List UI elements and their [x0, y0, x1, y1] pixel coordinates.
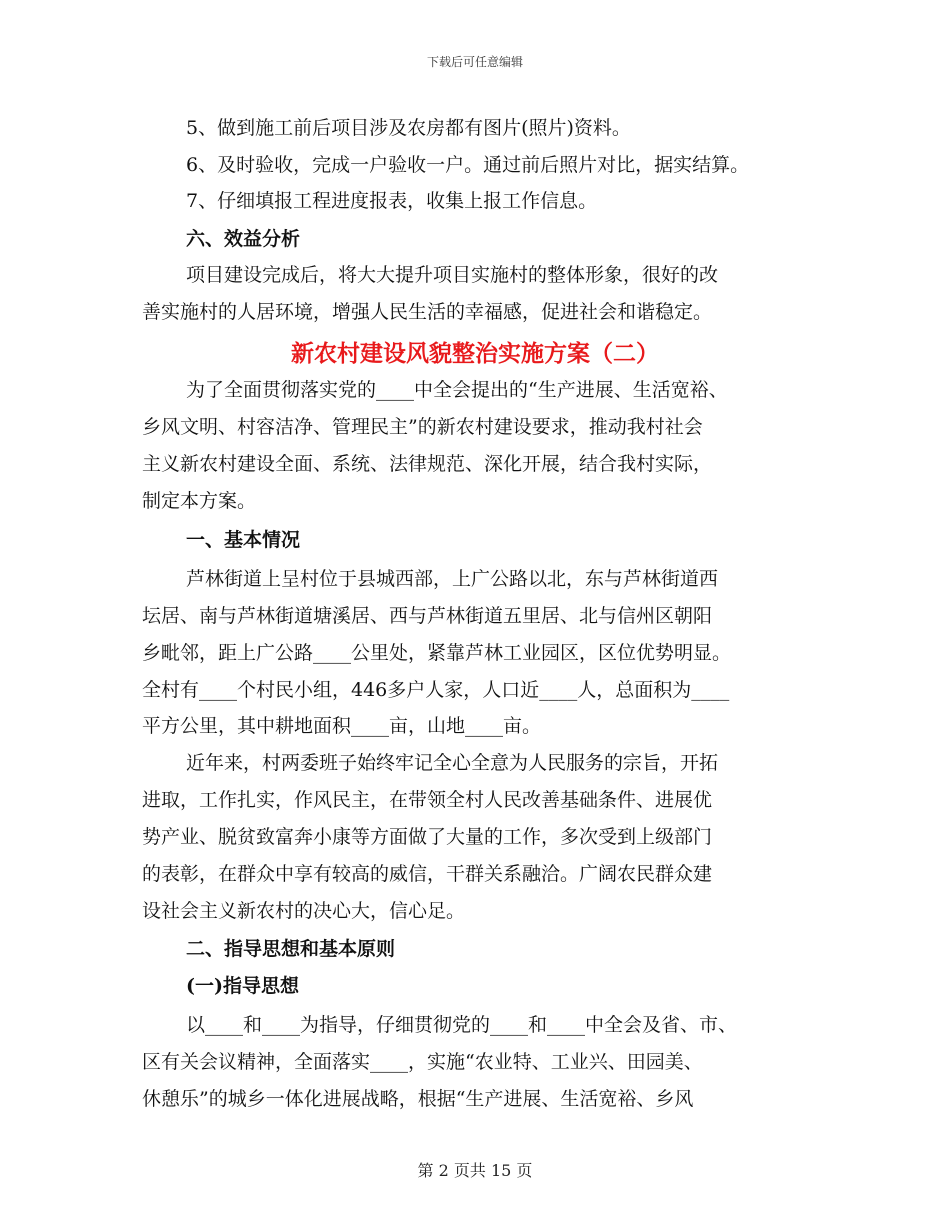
paragraph-line: 势产业、脱贫致富奔小康等方面做了大量的工作，多次受到上级部门	[142, 826, 713, 848]
paragraph-line: 善实施村的人居环境，增强人民生活的幸福感，促进社会和谐稳定。	[142, 301, 713, 323]
paragraph-line: 坛居、南与芦林街道塘溪居、西与芦林街道五里居、北与信州区朝阳	[142, 605, 713, 627]
list-item: 6、及时验收，完成一户验收一户。通过前后照片对比，据实结算。	[186, 154, 750, 176]
paragraph-line: 休憩乐”的城乡一体化进展战略，根据“生产进展、生活宽裕、乡风	[142, 1088, 694, 1110]
page-header-note: 下载后可任意编辑	[426, 55, 523, 69]
paragraph-line: 为了全面贯彻落实党的____中全会提出的“生产进展、生活宽裕、	[186, 379, 728, 401]
subsection-heading: (一)指导思想	[186, 975, 299, 997]
paragraph-line: 乡风文明、村容洁净、管理民主”的新农村建设要求，推动我村社会	[142, 416, 703, 438]
paragraph-line: 全村有____个村民小组，446多户人家，人口近____人，总面积为____	[142, 679, 730, 701]
paragraph-line: 近年来，村两委班子始终牢记全心全意为人民服务的宗旨，开拓	[186, 752, 719, 774]
paragraph-line: 主义新农村建设全面、系统、法律规范、深化开展，结合我村实际，	[142, 453, 713, 475]
document-title: 新农村建设风貌整治实施方案（二）	[291, 340, 659, 367]
paragraph-line: 芦林街道上呈村位于县城西部，上广公路以北，东与芦林街道西	[186, 568, 719, 590]
section-heading: 一、基本情况	[186, 529, 301, 551]
list-item: 5、做到施工前后项目涉及农房都有图片(照片)资料。	[186, 117, 631, 139]
paragraph-line: 平方公里，其中耕地面积____亩，山地____亩。	[142, 715, 542, 737]
paragraph-line: 制定本方案。	[142, 490, 257, 512]
paragraph-line: 的表彰，在群众中享有较高的威信，干群关系融洽。广阔农民群众建	[142, 863, 713, 885]
page-number: 第 2 页共 15 页	[417, 1161, 533, 1180]
paragraph-line: 设社会主义新农村的决心大，信心足。	[142, 900, 466, 922]
paragraph-line: 乡毗邻，距上广公路____公里处，紧靠芦林工业园区，区位优势明显。	[142, 642, 732, 664]
paragraph-line: 区有关会议精神，全面落实____，实施“农业特、工业兴、田园美、	[142, 1051, 703, 1073]
section-heading: 二、指导思想和基本原则	[186, 938, 396, 960]
paragraph-line: 以____和____为指导，仔细贯彻党的____和____中全会及省、市、	[186, 1014, 738, 1036]
paragraph-line: 项目建设完成后，将大大提升项目实施村的整体形象，很好的改	[186, 264, 719, 286]
paragraph-line: 进取，工作扎实，作风民主，在带领全村人民改善基础条件、进展优	[142, 789, 713, 811]
section-heading: 六、效益分析	[186, 228, 301, 250]
list-item: 7、仔细填报工程进度报表，收集上报工作信息。	[186, 190, 598, 212]
